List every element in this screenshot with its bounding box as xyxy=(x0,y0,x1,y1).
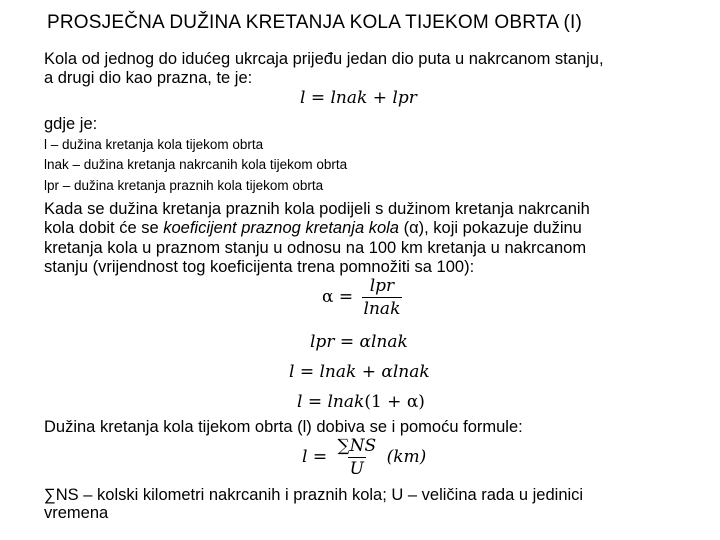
eq4-lhs: l xyxy=(289,362,295,382)
para-line-2-end: (α), koji pokazuje dužinu xyxy=(398,219,582,237)
eq1-equals: = xyxy=(310,88,326,108)
eq5-term-1: lnak xyxy=(327,392,365,412)
eq2-equals: = xyxy=(338,287,354,307)
eq1-lhs: l xyxy=(300,88,306,108)
para-line-2-start: kola dobit će se xyxy=(44,219,164,237)
eq4-term-2: αlnak xyxy=(381,362,430,382)
where-item-l: l – dužina kretanja kola tijekom obrta xyxy=(44,137,264,152)
equation-5 xyxy=(297,392,425,412)
legend-line-2: vremena xyxy=(44,504,109,522)
eq4-plus: + xyxy=(361,362,376,382)
eq4-term-1: lnak xyxy=(319,362,357,382)
eq6-denominator: U xyxy=(349,459,364,479)
eq2-numerator: lpr xyxy=(369,276,395,296)
eq6-numerator: ∑NS xyxy=(337,436,377,456)
equation-1 xyxy=(300,88,417,108)
eq5-parenthesis: (1 + α) xyxy=(364,392,425,412)
eq5-equals: = xyxy=(307,392,323,412)
eq1-plus: + xyxy=(372,88,387,108)
eq2-fraction xyxy=(362,276,403,319)
formula-intro: Dužina kretanja kola tijekom obrta (l) dobiva se i pomoću formule: xyxy=(44,418,523,436)
page-title: PROSJEČNA DUŽINA KRETANJA KOLA TIJEKOM OBRTA (I) xyxy=(47,12,583,33)
where-item-lnak: lnak – dužina kretanja nakrcanih kola tijekom obrta xyxy=(44,157,348,172)
equation-6 xyxy=(302,436,426,479)
eq2-denominator: lnak xyxy=(363,299,401,319)
where-item-lpr: lpr – dužina kretanja praznih kola tijekom obrta xyxy=(44,178,324,193)
eq6-fraction xyxy=(336,436,379,479)
eq1-term-1: lnak xyxy=(330,88,368,108)
para-line-3: kretanja kola u praznom stanju u odnosu na 100 km kretanja u nakrcanom xyxy=(44,239,587,257)
intro-line-1: Kola od jednog do idućeg ukrcaja prijeđu jedan dio puta u nakrcanom stanju, xyxy=(44,50,604,68)
equation-2 xyxy=(322,276,405,319)
equation-4 xyxy=(289,362,430,382)
intro-line-2: a drugi dio kao prazna, te je: xyxy=(44,69,253,87)
eq6-lhs: l xyxy=(302,447,308,467)
eq3-equals: = xyxy=(339,332,355,352)
eq2-lhs: α xyxy=(322,287,334,307)
eq6-equals: = xyxy=(312,447,328,467)
where-heading: gdje je: xyxy=(44,115,98,133)
eq6-unit: (km) xyxy=(386,447,427,467)
eq4-equals: = xyxy=(299,362,315,382)
eq3-lhs: lpr xyxy=(310,332,335,352)
para-emphasis: koeficijent praznog kretanja kola xyxy=(163,219,399,237)
para-line-4: stanju (vrijendnost tog koeficijenta trena pomnožiti sa 100): xyxy=(44,258,475,276)
para-line-1: Kada se dužina kretanja praznih kola podijeli s dužinom kretanja nakrcanih xyxy=(44,200,590,218)
eq3-rhs: αlnak xyxy=(359,332,408,352)
para-line-2 xyxy=(44,219,582,237)
eq5-lhs: l xyxy=(297,392,303,412)
eq1-term-2: lpr xyxy=(392,88,417,108)
equation-3 xyxy=(310,332,408,352)
legend-line-1: ∑NS – kolski kilometri nakrcanih i praznih kola; U – veličina rada u jedinici xyxy=(44,486,584,504)
